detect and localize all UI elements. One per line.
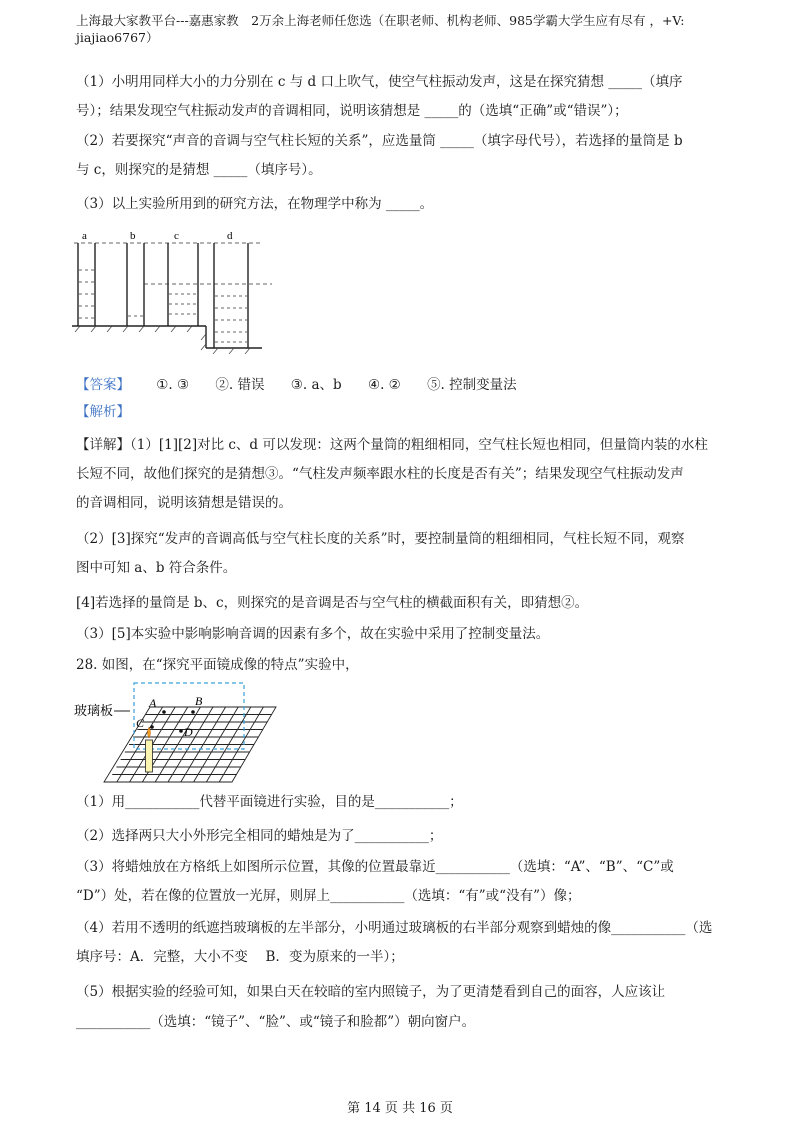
glass-plate xyxy=(134,683,244,749)
q28-part5-line1: （5）根据实验的经验可知，如果白天在较暗的室内照镜子，为了更清楚看到自己的面容，人应该让 xyxy=(76,984,666,1000)
cylinder-label-a: a xyxy=(82,230,87,242)
q27-part2-line2: 与 c，则探究的是猜想 _____（填序号）。 xyxy=(76,162,322,178)
cylinders-figure xyxy=(72,226,272,354)
analysis-line-2: 长短不同，故他们探究的是猜想③。“气柱发声频率跟水柱的长度是否有关”；结果发现空气柱振动发声 xyxy=(76,466,684,482)
q28-part2: （2）选择两只大小外形完全相同的蜡烛是为了___________； xyxy=(76,828,443,844)
answer-item-5: ⑤. 控制变量法 xyxy=(427,377,517,393)
q28-part5-line2: ___________（选填：“镜子”、“脸”、或“镜子和脸都”）朝向窗户。 xyxy=(76,1014,476,1030)
cylinder-label-c: c xyxy=(174,230,179,242)
q27-part3: （3）以上实验所用到的研究方法，在物理学中称为 _____。 xyxy=(76,196,434,212)
answer-item-3: ③. a、b xyxy=(290,377,342,393)
answer-item-2: ②. 错误 xyxy=(215,377,265,393)
q28-part4-line1: （4）若用不透明的纸遮挡玻璃板的左半部分，小明通过玻璃板的右半部分观察到蜡烛的像___________（选 xyxy=(76,920,713,936)
point-label-c: C xyxy=(136,716,145,730)
answer-item-4: ④. ② xyxy=(367,377,401,393)
answer-tag: 【答案】 xyxy=(76,377,130,393)
q28-part3-line1: （3）将蜡烛放在方格纸上如图所示位置，其像的位置最靠近___________（选填：“A”、“B”、“C”或 xyxy=(76,859,674,875)
analysis-line-1: 【详解】（1）[1][2]对比 c、d 可以发现：这两个量筒的粗细相同，空气柱长短也相同，但量筒内装的水柱 xyxy=(76,437,708,453)
point-label-d: D xyxy=(184,725,193,739)
analysis-line-3: 的音调相同，说明该猜想是错误的。 xyxy=(76,495,292,511)
cylinder-d xyxy=(214,243,248,348)
answer-line xyxy=(76,373,539,393)
header-line-2: jiajiao6767） xyxy=(76,30,159,45)
q28-part1: （1）用___________代替平面镜进行实验，目的是___________； xyxy=(76,794,463,810)
analysis-line-4: （2）[3]探究“发声的音调高低与空气柱长度的关系”时，要控制量筒的粗细相同，气柱长短不同，观察 xyxy=(76,531,685,547)
header-line-1: 上海最大家教平台---嘉惠家教 2万余上海老师任您选（在职老师、机构老师、985学霸大学生应有尽有 ，+V: xyxy=(76,13,685,28)
point-label-b: B xyxy=(195,694,203,708)
cylinder-a xyxy=(78,243,95,326)
analysis-line-6: [4]若选择的量筒是 b、c，则探究的是音调是否与空气柱的横截面积有关，即猜想②。 xyxy=(76,595,589,611)
analysis-line-5: 图中可知 a、b 符合条件。 xyxy=(76,560,237,576)
page-footer: 第 14 页 共 16 页 xyxy=(347,1101,453,1116)
q27-part1-line2: 号）；结果发现空气柱振动发声的音调相同，说明该猜想是 _____的（选填“正确”或“错误”）； xyxy=(76,103,628,119)
analysis-line-7: （3）[5]本实验中影响影响音调的因素有多个，故在实验中采用了控制变量法。 xyxy=(76,626,550,642)
q28-part4-line2: 填序号：A．完整，大小不变 B．变为原来的一半）； xyxy=(76,949,404,965)
q27-part1-line1: （1）小明用同样大小的力分别在 c 与 d 口上吹气，使空气柱振动发声，这是在探究猜想 _____（填序 xyxy=(76,74,683,90)
q28-part3-line2: “D”）处，若在像的位置放一光屏，则屏上___________（选填：“有”或“没有”）像； xyxy=(76,888,581,904)
point-label-a: A xyxy=(149,696,157,710)
cylinder-c xyxy=(168,243,198,326)
cylinder-b xyxy=(127,243,144,326)
mirror-figure xyxy=(72,680,284,788)
grid-paper xyxy=(104,707,276,782)
table-surface xyxy=(72,326,262,348)
cylinder-label-b: b xyxy=(130,230,136,242)
q28-title: 28. 如图，在“探究平面镜成像的特点”实验中， xyxy=(76,657,359,673)
cylinder-label-d: d xyxy=(227,230,233,242)
q27-part2-line1: （2）若要探究“声音的音调与空气柱长短的关系”，应选量筒 _____（填字母代号），若选择的量筒是 b xyxy=(76,133,683,149)
glass-plate-label: 玻璃板 xyxy=(74,703,114,718)
answer-item-1: ①. ③ xyxy=(156,377,190,393)
page-header xyxy=(76,12,726,46)
analysis-tag: 【解析】 xyxy=(76,404,130,420)
